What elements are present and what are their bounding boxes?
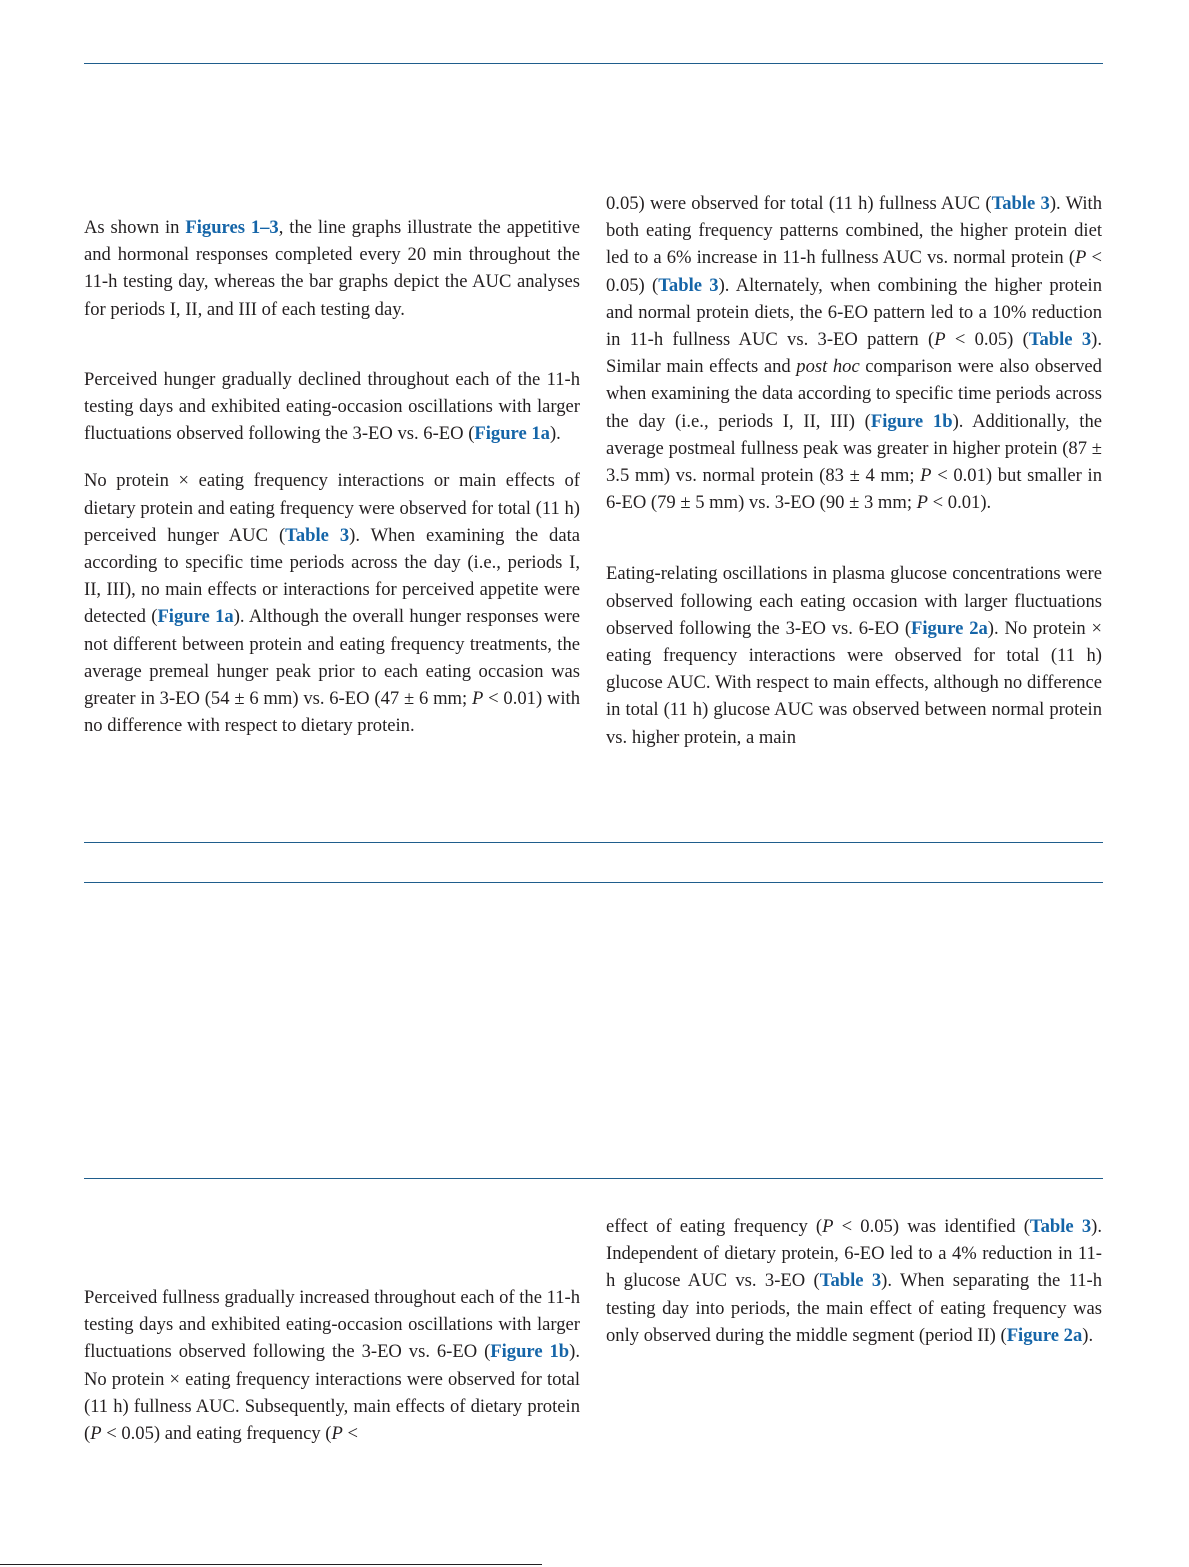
paragraph-hunger-auc: No protein × eating frequency interactions or main effects of dietary protein and eating frequency were observed for total (11 h) perceived hunger AUC (Table 3). When examining the data according to specific time periods across the day (i.e., periods I, II, III), no main effects or interactions for perceived appetite were detected (Figure 1a). Although the overall hunger responses were not different between protein and eating frequency treatments, the average premeal hunger peak prior to each eating occasion was greater in 3-EO (54 ± 6 mm) vs. 6-EO (47 ± 6 mm; P < 0.01) with no difference with respect to dietary protein. [84, 470, 581, 737]
paragraph-hunger-decline: Perceived hunger gradually declined throughout each of the 11-h testing days and exhibited eating-occasion oscillations with larger fluctuations observed following the 3-EO vs. 6-EO (Figure 1a). [84, 368, 580, 445]
link-figure-1b[interactable]: Figure 1b [870, 410, 953, 432]
figure-upper-rule [84, 882, 1103, 883]
bottom-left-column [84, 1284, 580, 1447]
link-figure-1b[interactable]: Figure 1b [490, 1341, 570, 1363]
link-figure-1a[interactable]: Figure 1a [474, 423, 550, 445]
link-figure-2a[interactable]: Figure 2a [911, 617, 988, 639]
top-right-column [606, 190, 1102, 751]
paragraph-eating-frequency-effect: effect of eating frequency (P < 0.05) was identified (Table 3). Independent of dietary protein, 6-EO led to a 4% reduction in 11-h glucose AUC vs. 3-EO (Table 3). When separating the 11-h testing day into periods, the main effect of eating frequency was only observed during the middle segment (period II) (Figure 2a). [606, 1216, 1102, 1346]
paragraph-fullness-increase: Perceived fullness gradually increased throughout each of the 11-h testing days and exhibited eating-occasion oscillations with larger fluctuations observed following the 3-EO vs. 6-EO (Figure 1b). No protein × eating frequency interactions were observed for total (11 h) fullness AUC. Subsequently, main effects of dietary protein (P < 0.05) and eating frequency (P < [84, 1287, 581, 1445]
link-figure-2a[interactable]: Figure 2a [1006, 1324, 1083, 1346]
figure-top-rule [84, 842, 1103, 843]
bottom-right-column [606, 1213, 1102, 1349]
top-left-column [84, 214, 580, 739]
link-table-3[interactable]: Table 3 [285, 524, 350, 546]
paragraph-figures-overview: As shown in Figures 1–3, the line graphs illustrate the appetitive and hormonal responses completed every 20 min throughout the 11-h testing day, whereas the bar graphs depict the AUC analyses for periods I, II, and III of each testing day. [84, 217, 581, 320]
link-table-3[interactable]: Table 3 [991, 193, 1050, 214]
link-figures-1-3[interactable]: Figures 1–3 [185, 217, 279, 238]
paragraph-glucose: Eating-relating oscillations in plasma glucose concentrations were observed following each eating occasion with larger fluctuations observed following the 3-EO vs. 6-EO (Figure 2a). No protein × eating frequency interactions were observed for total (11 h) glucose AUC. With respect to main effects, although no difference in total (11 h) glucose AUC was observed between normal protein vs. higher protein, a main [606, 563, 1102, 748]
paragraph-fullness-auc: 0.05) were observed for total (11 h) fullness AUC (Table 3). With both eating frequency patterns combined, the higher protein diet led to a 6% increase in 11-h fullness AUC vs. normal protein (P < 0.05) (Table 3). Alternately, when combining the higher protein and normal protein diets, the 6-EO pattern led to a 10% reduction in 11-h fullness AUC vs. 3-EO pattern (P < 0.05) (Table 3). Similar main effects and post hoc comparison were also observed when examining the data according to specific time periods across the day (i.e., periods I, II, III) (Figure 1b). Additionally, the average postmeal fullness peak was greater in higher protein (87 ± 3.5 mm) vs. normal protein (83 ± 4 mm; P < 0.01) but smaller in 6-EO (79 ± 5 mm) vs. 3-EO (90 ± 3 mm; P < 0.01). [606, 193, 1103, 514]
footer-rule [0, 1564, 542, 1565]
link-table-3[interactable]: Table 3 [819, 1270, 882, 1292]
link-table-3[interactable]: Table 3 [658, 274, 719, 296]
link-table-3[interactable]: Table 3 [1028, 329, 1092, 351]
header-rule [84, 63, 1103, 64]
link-figure-1a[interactable]: Figure 1a [157, 606, 234, 628]
figure-bottom-rule [84, 1178, 1103, 1179]
link-table-3[interactable]: Table 3 [1029, 1216, 1092, 1237]
